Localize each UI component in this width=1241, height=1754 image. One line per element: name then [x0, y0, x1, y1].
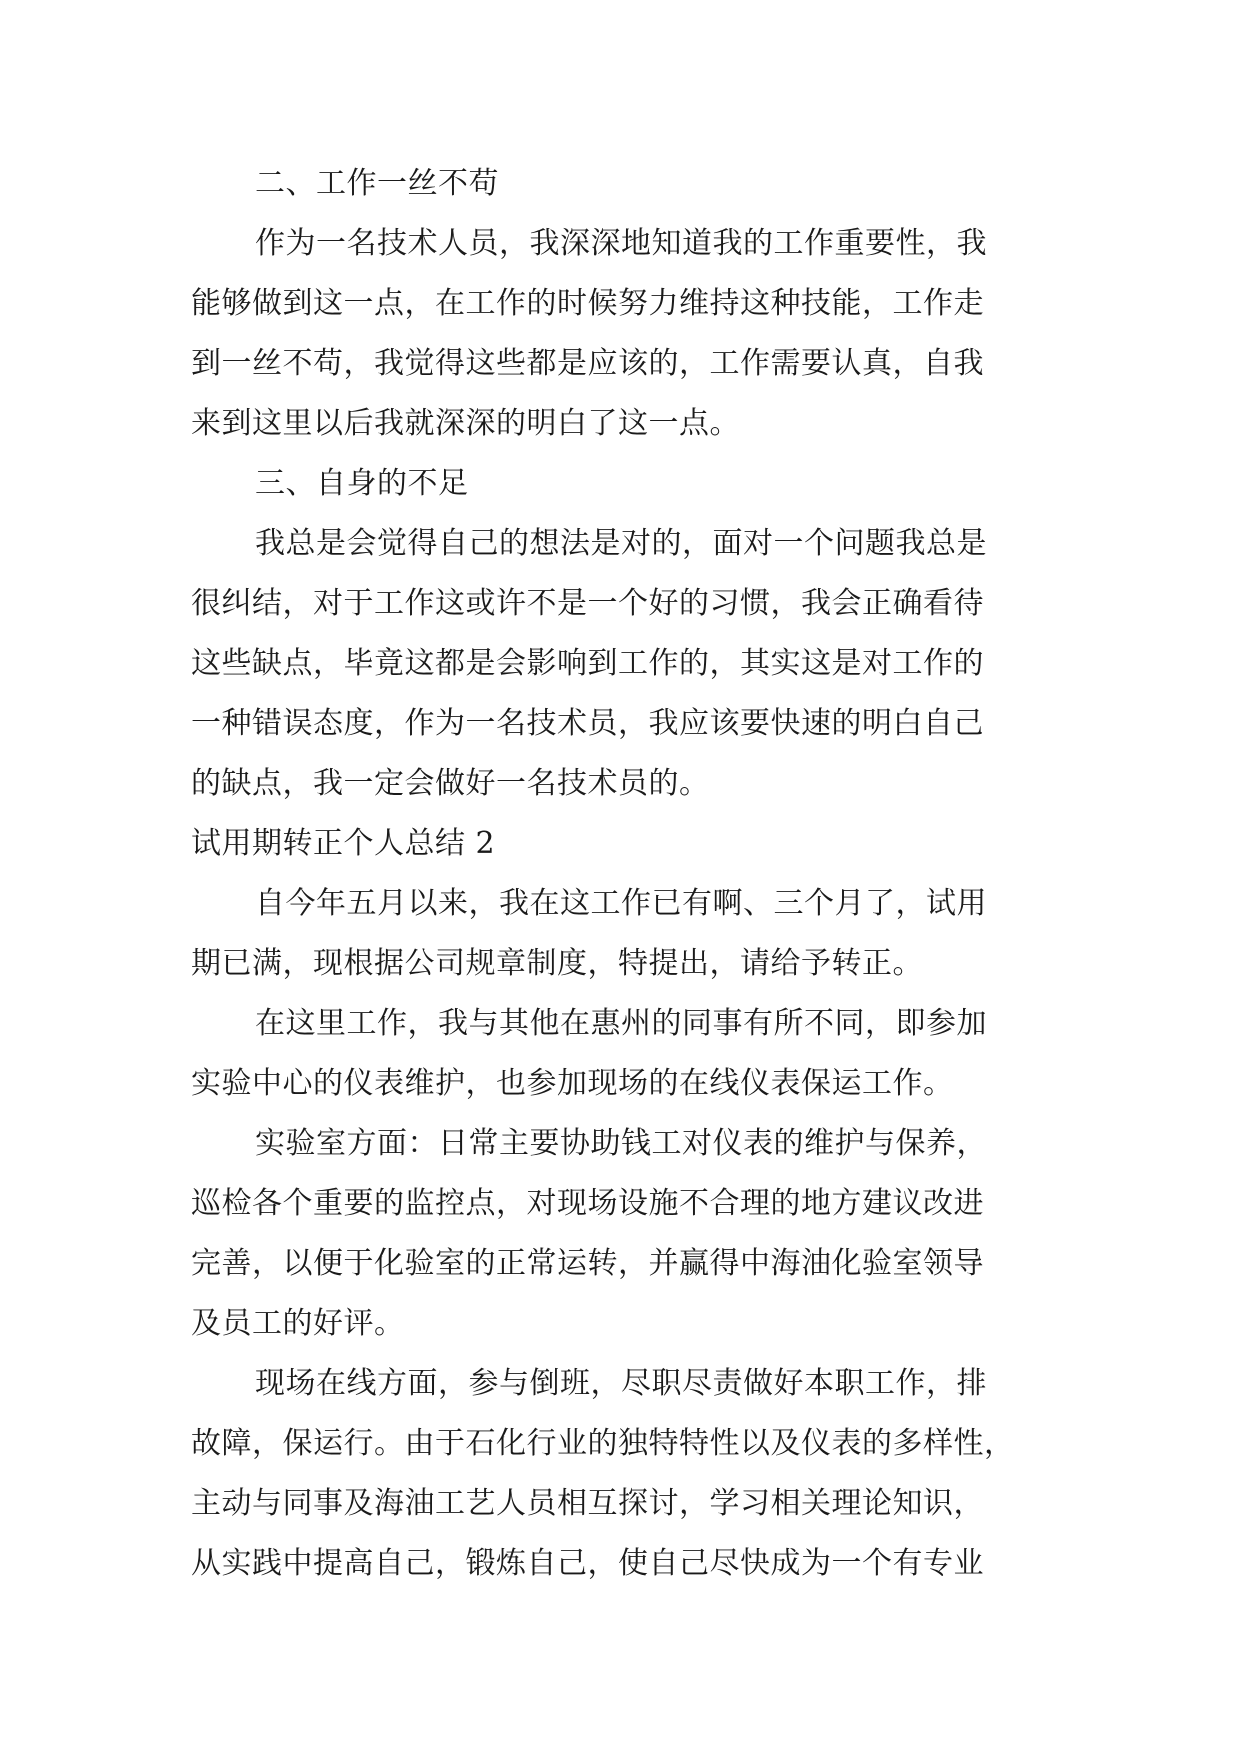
paragraph-line: 巡检各个重要的监控点，对现场设施不合理的地方建议改进 — [191, 1186, 984, 1221]
summary-paragraph-1 — [191, 874, 1051, 994]
paragraph-line: 实验室方面：日常主要协助钱工对仪表的维护与保养， — [255, 1126, 987, 1161]
section-heading-3 — [191, 454, 1051, 514]
paragraph-line: 来到这里以后我就深深的明白了这一点。 — [191, 406, 740, 441]
section-2-paragraph — [191, 214, 1051, 454]
paragraph-line: 主动与同事及海油工艺人员相互探讨，学习相关理论知识， — [191, 1486, 984, 1521]
paragraph-line: 一种错误态度，作为一名技术员，我应该要快速的明白自己 — [191, 706, 984, 741]
title-text: 试用期转正个人总结 2 — [191, 826, 496, 861]
paragraph-line: 很纠结，对于工作这或许不是一个好的习惯，我会正确看待 — [191, 586, 984, 621]
paragraph-line: 能够做到这一点，在工作的时候努力维持这种技能，工作走 — [191, 286, 984, 321]
paragraph-line: 期已满，现根据公司规章制度，特提出，请给予转正。 — [191, 946, 923, 981]
paragraph-line: 这些缺点，毕竟这都是会影响到工作的，其实这是对工作的 — [191, 646, 984, 681]
summary-paragraph-2 — [191, 994, 1051, 1114]
paragraph-line: 的缺点，我一定会做好一名技术员的。 — [191, 766, 710, 801]
paragraph-line: 完善，以便于化验室的正常运转，并赢得中海油化验室领导 — [191, 1246, 984, 1281]
heading-text: 二、工作一丝不苟 — [255, 166, 499, 201]
paragraph-line: 故障，保运行。由于石化行业的独特特性以及仪表的多样性， — [191, 1426, 1015, 1461]
section-3-paragraph — [191, 514, 1051, 814]
summary-paragraph-4 — [191, 1354, 1051, 1594]
paragraph-line: 到一丝不苟，我觉得这些都是应该的，工作需要认真，自我 — [191, 346, 984, 381]
paragraph-line: 实验中心的仪表维护，也参加现场的在线仪表保运工作。 — [191, 1066, 954, 1101]
heading-text: 三、自身的不足 — [255, 466, 469, 501]
document-title-2 — [191, 814, 1051, 874]
paragraph-line: 作为一名技术人员，我深深地知道我的工作重要性，我 — [255, 226, 987, 261]
paragraph-line: 在这里工作，我与其他在惠州的同事有所不同，即参加 — [255, 1006, 987, 1041]
paragraph-line: 及员工的好评。 — [191, 1306, 405, 1341]
paragraph-line: 现场在线方面，参与倒班，尽职尽责做好本职工作，排 — [255, 1366, 987, 1401]
paragraph-line: 自今年五月以来，我在这工作已有啊、三个月了，试用 — [255, 886, 987, 921]
summary-paragraph-3 — [191, 1114, 1051, 1354]
section-heading-2 — [191, 154, 1051, 214]
paragraph-line: 从实践中提高自己，锻炼自己，使自己尽快成为一个有专业 — [191, 1546, 984, 1581]
paragraph-line: 我总是会觉得自己的想法是对的，面对一个问题我总是 — [255, 526, 987, 561]
